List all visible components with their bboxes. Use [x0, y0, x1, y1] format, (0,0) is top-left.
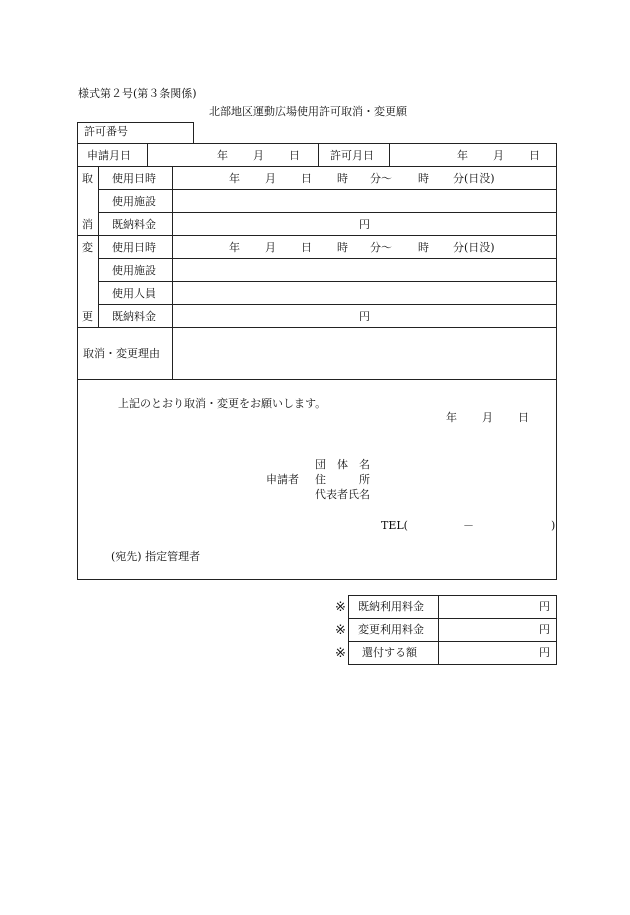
change-minute-from-unit: 分～: [370, 241, 392, 254]
cancel-hour-unit: 時: [337, 172, 348, 185]
cancel-minute-from-unit: 分～: [370, 172, 392, 185]
grid-line: [77, 327, 557, 328]
office-row-unit: 円: [539, 623, 550, 636]
change-yen-unit: 円: [359, 310, 370, 323]
change-facility-label: 使用施設: [112, 264, 156, 277]
request-statement: 上記のとおり取消・変更をお願いします。: [118, 397, 327, 410]
change-year-unit: 年: [229, 241, 240, 254]
grid-line: [77, 235, 557, 236]
form-number: 様式第２号(第３条関係): [78, 87, 197, 100]
reason-label: 取消・変更理由: [83, 347, 160, 360]
office-mark-icon: ※: [335, 600, 346, 615]
grid-line: [77, 379, 557, 380]
change-hour-unit: 時: [337, 241, 348, 254]
grid-line: [98, 304, 557, 305]
cancel-minute-to-unit: 分(日没): [453, 172, 495, 185]
cancel-month-unit: 月: [265, 172, 276, 185]
addressee: (宛先) 指定管理者: [111, 550, 201, 563]
change-hour-to-unit: 時: [418, 241, 429, 254]
grid-line: [98, 212, 557, 213]
address-label: 住 所: [315, 473, 370, 486]
request-date-month: 月: [482, 411, 493, 424]
request-date-day: 日: [518, 411, 529, 424]
cancel-side-char-1: 取: [82, 172, 93, 185]
grid-line: [98, 166, 99, 327]
grid-line: [147, 143, 148, 166]
grid-line: [348, 618, 557, 619]
office-row-label: 既納利用料金: [358, 600, 424, 613]
cancel-day-unit: 日: [301, 172, 312, 185]
request-date-year: 年: [446, 411, 457, 424]
application-date-day: 日: [289, 149, 300, 162]
grid-line: [98, 189, 557, 190]
office-row-label: 還付する額: [362, 646, 417, 659]
applicant-label: 申請者: [266, 473, 299, 486]
cancel-facility-label: 使用施設: [112, 195, 156, 208]
form-title: 北部地区運動広場使用許可取消・変更願: [209, 105, 407, 118]
main-form-frame: [77, 143, 557, 580]
change-day-unit: 日: [301, 241, 312, 254]
cancel-side-char-2: 消: [82, 218, 93, 231]
permit-date-day: 日: [529, 149, 540, 162]
cancel-use-datetime-label: 使用日時: [112, 172, 156, 185]
group-name-label: 団 体 名: [315, 458, 370, 471]
application-date-year: 年: [217, 149, 228, 162]
cancel-hour-to-unit: 時: [418, 172, 429, 185]
cancel-fee-label: 既納料金: [112, 218, 156, 231]
change-use-datetime-label: 使用日時: [112, 241, 156, 254]
grid-line: [172, 166, 173, 379]
permit-date-label: 許可月日: [330, 149, 374, 162]
office-mark-icon: ※: [335, 623, 346, 638]
representative-label: 代表者氏名: [315, 488, 370, 501]
change-side-char-2: 更: [82, 310, 93, 323]
application-date-month: 月: [253, 149, 264, 162]
change-minute-to-unit: 分(日没): [453, 241, 495, 254]
change-fee-label: 既納料金: [112, 310, 156, 323]
permit-number-label: 許可番号: [84, 125, 128, 138]
office-row-unit: 円: [539, 646, 550, 659]
cancel-year-unit: 年: [229, 172, 240, 185]
permit-date-year: 年: [457, 149, 468, 162]
grid-line: [77, 166, 557, 167]
grid-line: [98, 281, 557, 282]
office-mark-icon: ※: [335, 646, 346, 661]
grid-line: [318, 143, 319, 166]
grid-line: [348, 641, 557, 642]
application-date-label: 申請月日: [87, 149, 131, 162]
tel-field: TEL( － ): [381, 519, 556, 532]
permit-date-month: 月: [493, 149, 504, 162]
change-month-unit: 月: [265, 241, 276, 254]
grid-line: [389, 143, 390, 166]
change-side-char-1: 変: [82, 241, 93, 254]
cancel-yen-unit: 円: [359, 218, 370, 231]
grid-line: [438, 595, 439, 665]
office-row-unit: 円: [539, 600, 550, 613]
office-row-label: 変更利用料金: [358, 623, 424, 636]
change-persons-label: 使用人員: [112, 287, 156, 300]
grid-line: [98, 258, 557, 259]
